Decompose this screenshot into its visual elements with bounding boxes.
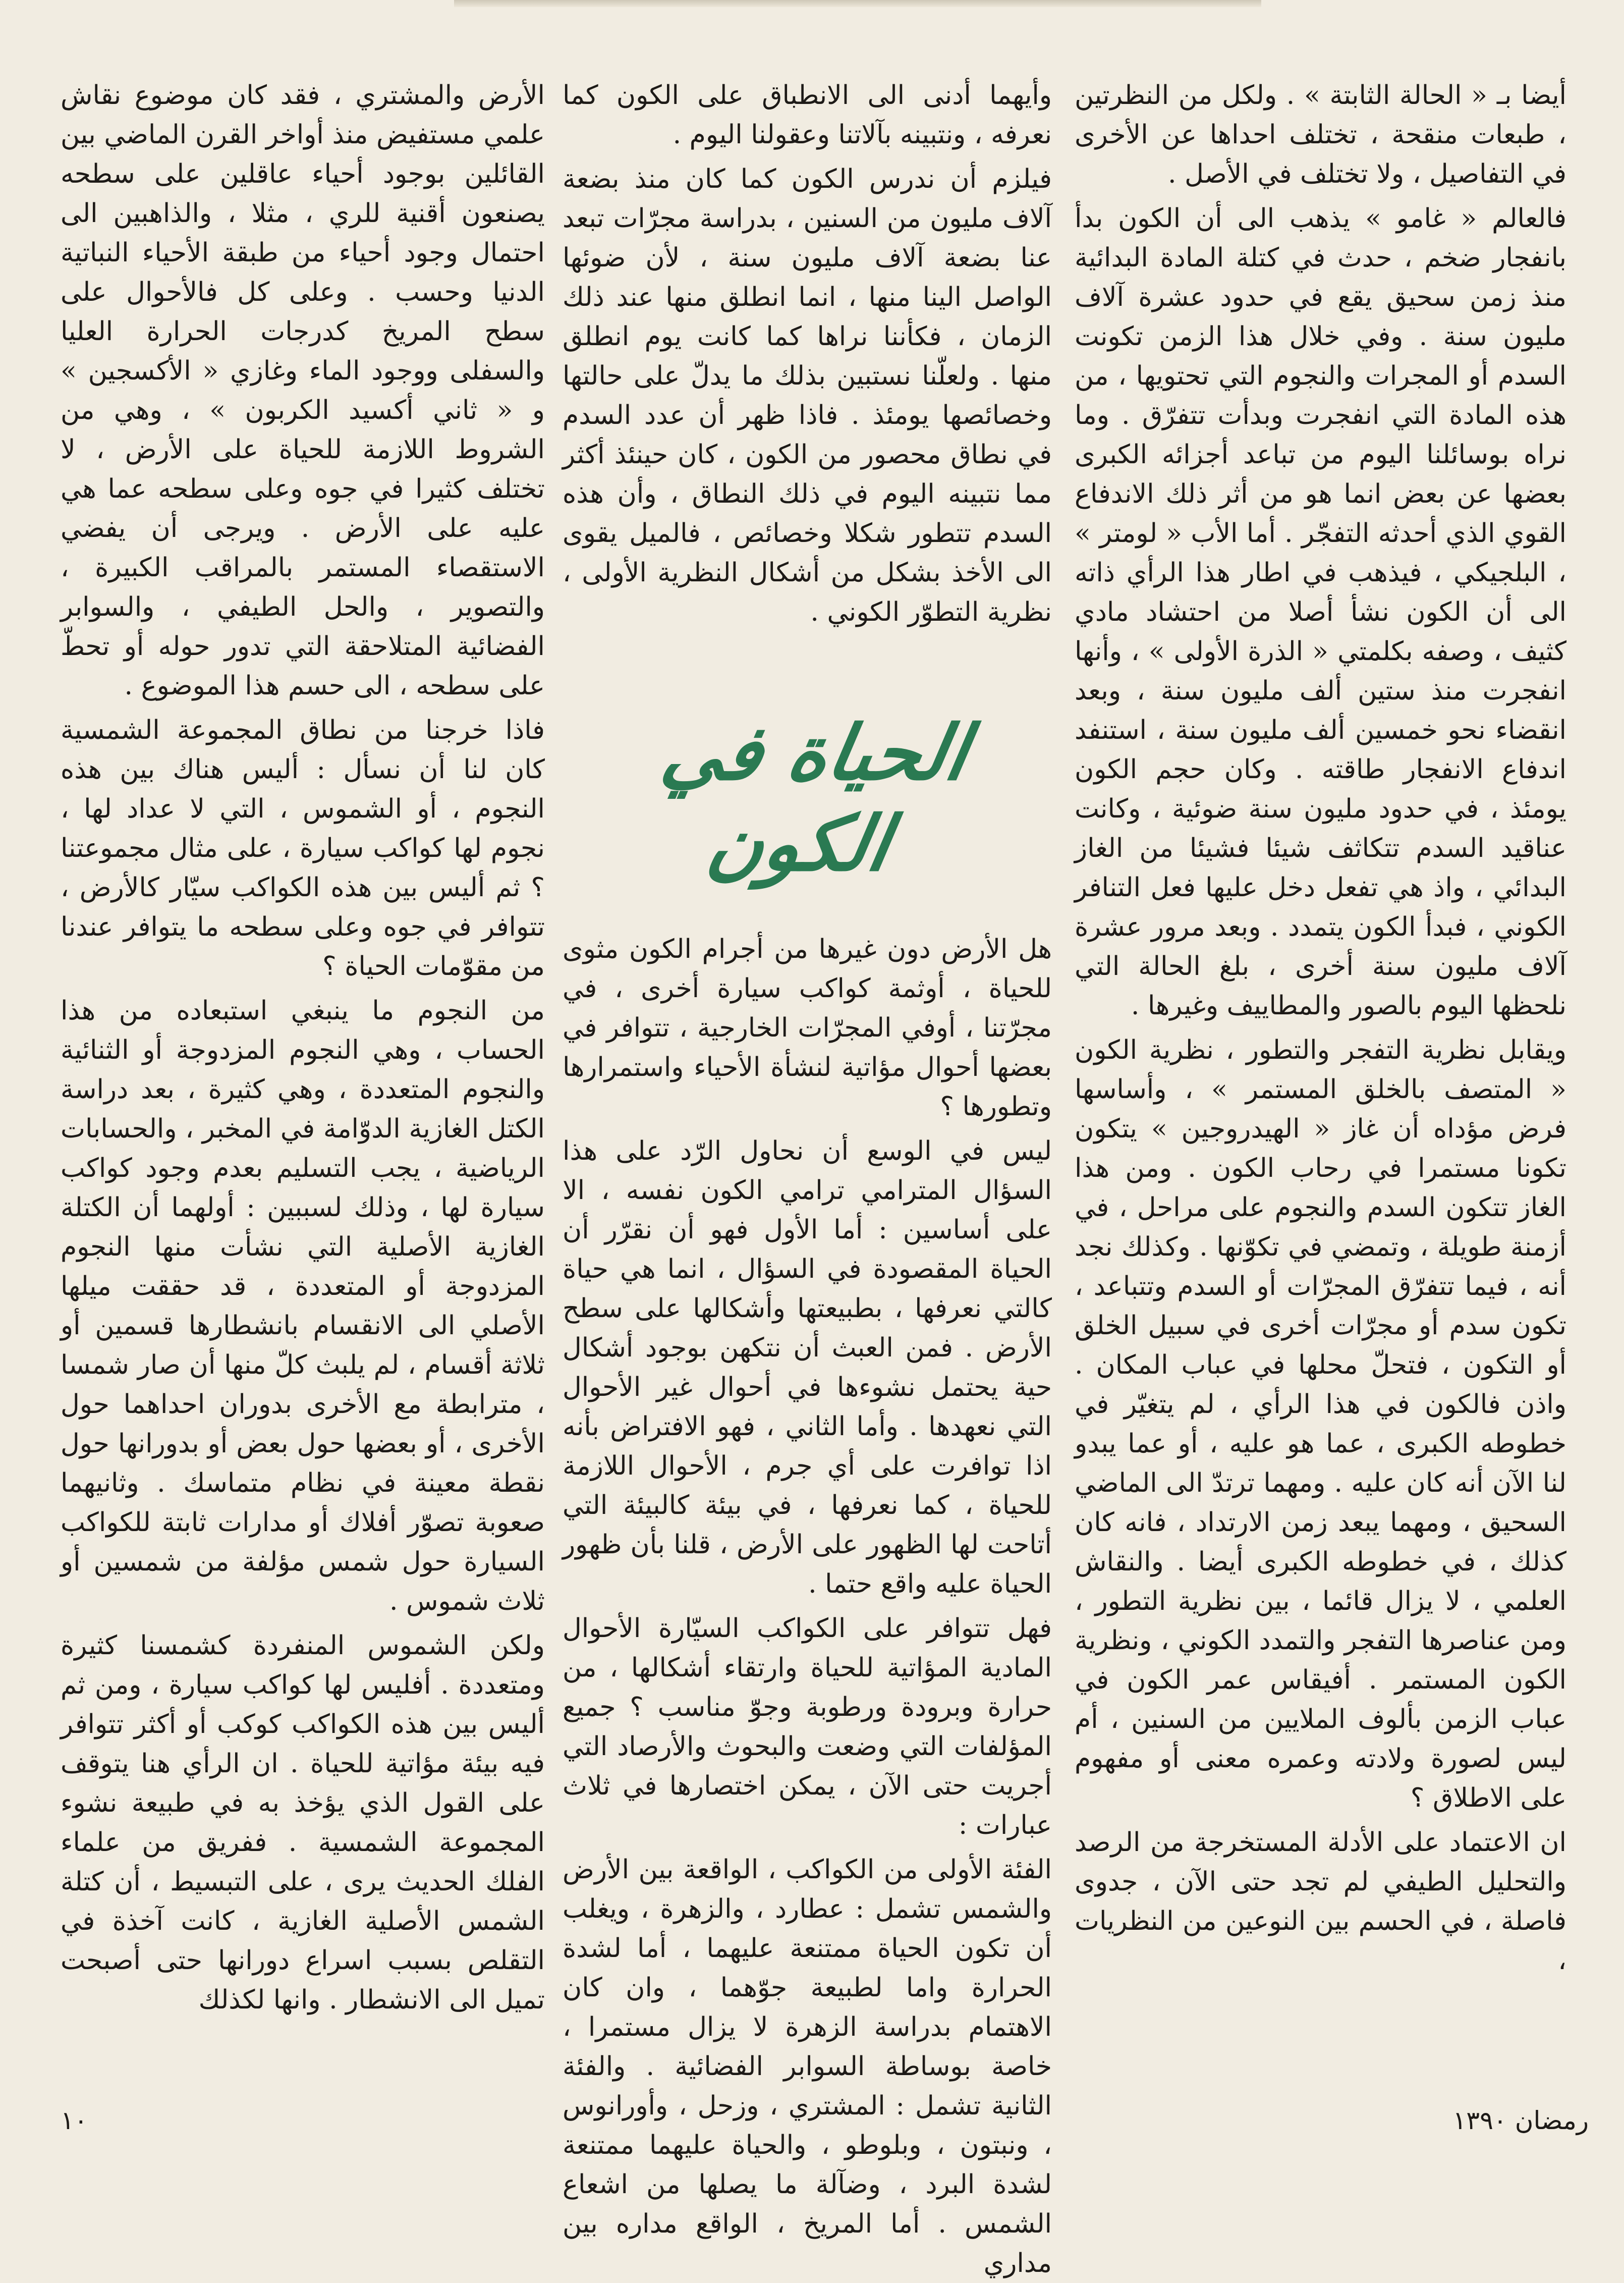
- top-edge-shadow: [454, 0, 1261, 7]
- paragraph: فهل تتوافر على الكواكب السيّارة الأحوال المادية المؤاتية للحياة وارتقاء أشكالها ، من حرارة وبرودة ورطوبة وجوّ مناسب ؟ جميع المؤلفات التي وضعت والبحوث والأرصاد التي أجريت حتى الآن ، يمكن اختصارها في ثلاث عبارات :: [563, 1613, 1052, 1840]
- issue-date: رمضان ١٣٩٠: [1452, 2106, 1589, 2135]
- paragraph: وأيهما أدنى الى الانطباق على الكون كما نعرفه ، ونتبينه بآلاتنا وعقولنا اليوم .: [563, 80, 1052, 150]
- paragraph: ولكن الشموس المنفردة كشمسنا كثيرة ومتعددة . أفليس لها كواكب سيارة ، ومن ثم أليس بين هذه الكواكب كوكب أو أكثر تتوافر فيه بيئة مؤاتية للحياة . ان الرأي هنا يتوقف على القول الذي يؤخذ به في طبيعة نشوء المجموعة الشمسية . ففريق من علماء الفلك الحديث يرى ، على التبسيط ، أن كتلة الشمس الأصلية الغازية ، كانت آخذة في التقلص بسبب اسراع دورانها حتى أصبحت تميل الى الانشطار . وانها لكذلك: [61, 1630, 545, 2015]
- paragraph: ويقابل نظرية التفجر والتطور ، نظرية الكون « المتصف بالخلق المستمر » ، وأساسها فرض مؤداه أن غاز « الهيدروجين » يتكون تكونا مستمرا في رحاب الكون . ومن هذا الغاز تتكون السدم والنجوم على مراحل ، في أزمنة طويلة ، وتمضي في تكوّنها . وكذلك نجد أنه ، فيما تتفرّق المجرّات أو السدم وتتباعد ، تكون سدم أو مجرّات أخرى في سبيل الخلق أو التكون ، فتحلّ محلها في عباب المكان . واذن فالكون في هذا الرأي ، لم يتغيّر في خطوطه الكبرى ، عما هو عليه ، أو عما يبدو لنا الآن أنه كان عليه . ومهما ترتدّ الى الماضي السحيق ، ومهما يبعد زمن الارتداد ، فانه كان كذلك ، في خطوطه الكبرى أيضا . والنقاش العلمي ، لا يزال قائما ، بين نظرية التطور ، ومن عناصرها التفجر والتمدد الكوني ، ونظرية الكون المستمر . أفيقاس عمر الكون في عباب الزمن بألوف الملايين من السنين ، أم ليس لصورة ولادته وعمره معنى أو مفهوم على الاطلاق ؟: [1075, 1035, 1566, 1813]
- column-right: [1075, 76, 1566, 2059]
- paragraph: فيلزم أن ندرس الكون كما كان منذ بضعة آلاف مليون من السنين ، بدراسة مجرّات تبعد عنا بضعة آلاف مليون سنة ، لأن ضوئها الواصل الينا منها ، انما انطلق منها عند ذلك الزمان ، فكأننا نراها كما كانت يوم انطلق منها . ولعلّنا نستبين بذلك ما يدلّ على حالتها وخصائصها يومئذ . فاذا ظهر أن عدد السدم في نطاق محصور من الكون ، كان حينئذ أكثر مما نتبينه اليوم في ذلك النطاق ، وأن هذه السدم تتطور شكلا وخصائص ، فالميل يقوى الى الأخذ بشكل من أشكال النظرية الأولى ، نظرية التطوّر الكوني .: [563, 164, 1052, 627]
- paragraph: الأرض والمشتري ، فقد كان موضوع نقاش علمي مستفيض منذ أواخر القرن الماضي بين القائلين بوجود أحياء عاقلين على سطحه يصنعون أقنية للري ، مثلا ، والذاهبين الى احتمال وجود أحياء من طبقة الأحياء النباتية الدنيا وحسب . وعلى كل فالأحوال على سطح المريخ كدرجات الحرارة العليا والسفلى ووجود الماء وغازي « الأكسجين » و « ثاني أكسيد الكربون » ، وهي من الشروط اللازمة للحياة على الأرض ، لا تختلف كثيرا في جوه وعلى سطحه عما هي عليه على الأرض . ويرجى أن يفضي الاستقصاء المستمر بالمراقب الكبيرة ، والتصوير ، والحل الطيفي ، والسوابر الفضائية المتلاحقة التي تدور حوله أو تحطّ على سطحه ، الى حسم هذا الموضوع .: [61, 80, 545, 701]
- column-left: [61, 76, 545, 2059]
- paragraph: أيضا بـ « الحالة الثابتة » . ولكل من النظرتين ، طبعات منقحة ، تختلف احداها عن الأخرى في التفاصيل ، ولا تختلف في الأصل .: [1075, 80, 1566, 189]
- paragraph: من النجوم ما ينبغي استبعاده من هذا الحساب ، وهي النجوم المزدوجة أو الثنائية والنجوم المتعددة ، وهي كثيرة ، بعد دراسة الكتل الغازية الدوّامة في المخبر ، والحسابات الرياضية ، يجب التسليم بعدم وجود كواكب سيارة لها ، وذلك لسببين : أولهما أن الكتلة الغازية الأصلية التي نشأت منها النجوم المزدوجة أو المتعددة ، قد حققت ميلها الأصلي الى الانقسام بانشطارها قسمين أو ثلاثة أقسام ، لم يلبث كلّ منها أن صار شمسا ، مترابطة مع الأخرى بدوران احداهما حول الأخرى ، أو بعضها حول بعض أو بدورانها حول نقطة معينة في نظام متماسك . وثانيهما صعوبة تصوّر أفلاك أو مدارات ثابتة للكواكب السيارة حول شمس مؤلفة من شمسين أو ثلاث شموس .: [61, 996, 545, 1616]
- column-middle: [563, 76, 1052, 2278]
- paragraph: الفئة الأولى من الكواكب ، الواقعة بين الأرض والشمس تشمل : عطارد ، والزهرة ، ويغلب أن تكون الحياة ممتنعة عليهما ، أما لشدة الحرارة واما لطبيعة جوّهما ، وان كان الاهتمام بدراسة الزهرة لا يزال مستمرا ، خاصة بوساطة السوابر الفضائية . والفئة الثانية تشمل : المشتري ، وزحل ، وأورانوس ، ونبتون ، وبلوطو ، والحياة عليهما ممتنعة لشدة البرد ، وضآلة ما يصلها من اشعاع الشمس . أما المريخ ، الواقع مداره بين مداري: [563, 1855, 1052, 2278]
- paragraph: هل الأرض دون غيرها من أجرام الكون مثوى للحياة ، أوثمة كواكب سيارة أخرى ، في مجرّتنا ، أوفي المجرّات الخارجية ، تتوافر في بعضها أحوال مؤاتية لنشأة الأحياء واستمرارها وتطورها ؟: [563, 934, 1052, 1122]
- paragraph: فاذا خرجنا من نطاق المجموعة الشمسية كان لنا أن نسأل : أليس هناك بين هذه النجوم ، أو الشموس ، التي لا عداد لها ، نجوم لها كواكب سيارة ، على مثال مجموعتنا ؟ ثم أليس بين هذه الكواكب سيّار كالأرض ، تتوافر في جوه وعلى سطحه ما يتوافر عندنا من مقوّمات الحياة ؟: [61, 715, 545, 982]
- section-heading: الحياة في الكون: [655, 709, 975, 888]
- page-number: ١٠: [61, 2106, 88, 2135]
- paragraph: فالعالم « غامو » يذهب الى أن الكون بدأ بانفجار ضخم ، حدث في كتلة المادة البدائية منذ زمن سحيق يقع في حدود عشرة آلاف مليون سنة . وفي خلال هذا الزمن تكونت السدم أو المجرات والنجوم التي تحتويها ، من هذه المادة التي انفجرت وبدأت تتفرّق . وما نراه بوسائلنا اليوم من تباعد أجزائه الكبرى بعضها عن بعض انما هو من أثر ذلك الاندفاع القوي الذي أحدثه التفجّر . أما الأب « لومتر » ، البلجيكي ، فيذهب في اطار هذا الرأي ذاته الى أن الكون نشأ أصلا من احتشاد مادي كثيف ، وصفه بكلمتي « الذرة الأولى » ، وأنها انفجرت منذ ستين ألف مليون سنة ، وبعد انقضاء نحو خمسين ألف مليون سنة ، استنفد اندفاع الانفجار طاقته . وكان حجم الكون يومئذ ، في حدود مليون سنة ضوئية ، وكانت عناقيد السدم تتكاثف شيئا فشيئا من الغاز البدائي ، واذ هي تفعل دخل عليها فعل التنافر الكوني ، فبدأ الكون يتمدد . وبعد مرور عشرة آلاف مليون سنة أخرى ، بلغ الحالة التي نلحظها اليوم بالصور والمطاييف وغيرها .: [1075, 203, 1566, 1021]
- paragraph: ليس في الوسع أن نحاول الرّد على هذا السؤال المترامي ترامي الكون نفسه ، الا على أساسين : أما الأول فهو أن نقرّر أن الحياة المقصودة في السؤال ، انما هي حياة كالتي نعرفها ، بطبيعتها وأشكالها على سطح الأرض . فمن العبث أن نتكهن بوجود أشكال حية يحتمل نشوءها في أحوال غير الأحوال التي نعهدها . وأما الثاني ، فهو الافتراض بأنه اذا توافرت على أي جرم ، الأحوال اللازمة للحياة ، كما نعرفها ، في بيئة كالبيئة التي أتاحت لها الظهور على الأرض ، قلنا بأن ظهور الحياة عليه واقع حتما .: [563, 1136, 1052, 1599]
- paragraph: ان الاعتماد على الأدلة المستخرجة من الرصد والتحليل الطيفي لم تجد حتى الآن ، جدوى فاصلة ، في الحسم بين النوعين من النظريات ،: [1075, 1827, 1566, 1976]
